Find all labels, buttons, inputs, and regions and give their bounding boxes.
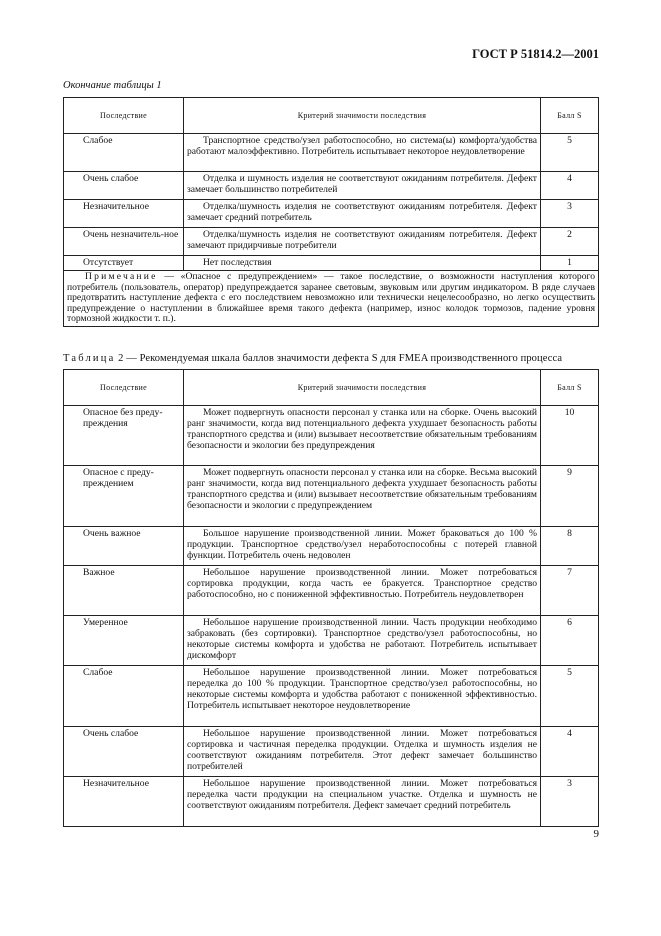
score-cell: 5 <box>541 134 599 172</box>
score-cell: 3 <box>541 200 599 228</box>
table2-header-criterion: Критерий значимости последствия <box>184 370 541 406</box>
score-cell: 10 <box>541 406 599 466</box>
table2-header-effect: Последствие <box>64 370 184 406</box>
effect-cell: Незначительное <box>83 201 149 212</box>
criterion-cell: Может подвергнуть опасности персонал у станка или на сборке. Весьма высокий ранг значимости, когда вид потенциального дефекта ухудшает безопасность работы транспортного средства и (или) вызывает несоответствие обязательным требованиям безопасности и экологии с предупреждением <box>187 467 537 511</box>
effect-cell: Очень важное <box>83 528 141 539</box>
table-row <box>64 727 599 777</box>
effect-cell: Слабое <box>83 135 113 146</box>
effect-cell: Слабое <box>83 667 113 678</box>
score-cell: 2 <box>541 228 599 256</box>
note-text: — «Опасное с предупреждением» — такое последствие, о возможности наступления которого потребитель (пользователь, оператор) предупреждается заранее световым, звуковым или другим индикатором. В ряде случаев предотвратить наступление дефекта с его последствием невозможно или технически нецелесообразно, но легко осуществить предупреждение о наступлении в ближайшее время такого дефекта (например, износ колодок тормозов, падение уровня тормозной жидкости т. п.). <box>67 271 595 325</box>
criterion-cell: Небольшое нарушение производственной линии. Может потребоваться переделка до 100 % продукции. Транспортное средство/узел работоспособны, но некоторые системы комфорта и удобства работают с пониженной эффективностью. Потребитель испытывает некоторое неудовлетворение <box>187 667 537 711</box>
table1-header-criterion: Критерий значимости последствия <box>184 98 541 134</box>
criterion-cell: Нет последствия <box>203 257 272 268</box>
table-row <box>64 256 599 271</box>
table1 <box>63 97 599 327</box>
table-row <box>64 566 599 616</box>
table-row <box>64 228 599 256</box>
table-row <box>64 200 599 228</box>
standard-header: ГОСТ Р 51814.2—2001 <box>472 47 599 61</box>
table1-note-row <box>64 271 599 327</box>
score-cell: 5 <box>541 666 599 727</box>
effect-cell: Опасное без преду-преждения <box>83 407 163 429</box>
note-lead: Примечание <box>85 271 158 282</box>
criterion-cell: Отделка/шумность изделия не соответствуют ожиданиям потребителя. Дефект замечают придирчивые потребители <box>187 229 537 251</box>
criterion-cell: Отделка и шумность изделия не соответствуют ожиданиям потребителя. Дефект замечает большинство потребителей <box>187 173 537 195</box>
table-row <box>64 666 599 727</box>
page-number: 9 <box>593 828 599 840</box>
criterion-cell: Большое нарушение производственной линии. Может браковаться до 100 % продукции. Транспортное средство/узел неработоспособны с потерей главной функции. Потребитель очень недоволен <box>187 528 537 561</box>
effect-cell: Очень слабое <box>83 728 139 739</box>
criterion-cell: Небольшое нарушение производственной линии. Часть продукции необходимо забраковать (без сортировки). Транспортное средство/узел работоспособны, но некоторые системы комфорта и удобства не работают. Потребитель испытывает дискомфорт <box>187 617 537 661</box>
criterion-cell: Транспортное средство/узел работоспособно, но система(ы) комфорта/удобства работают малоэффективно. Потребитель испытывает некоторое неудовлетворение <box>187 135 537 157</box>
effect-cell: Незначительное <box>83 778 149 789</box>
criterion-cell: Может подвергнуть опасности персонал у станка или на сборке. Очень высокий ранг значимости, когда вид потенциального дефекта ухудшает безопасность работы транспортного средства и (или) вызывает несоответствие обязательным требованиям безопасности и экологии без предупреждения <box>187 407 537 451</box>
score-cell: 1 <box>541 256 599 271</box>
effect-cell: Очень слабое <box>83 173 139 184</box>
score-cell: 4 <box>541 172 599 200</box>
table1-header-score: Балл S <box>541 98 599 134</box>
table2-header-score: Балл S <box>541 370 599 406</box>
table2 <box>63 369 599 827</box>
score-cell: 8 <box>541 527 599 566</box>
score-cell: 9 <box>541 466 599 527</box>
table1-header-effect: Последствие <box>64 98 184 134</box>
criterion-cell: Отделка/шумность изделия не соответствуют ожиданиям потребителя. Дефект замечает средний потребитель <box>187 201 537 223</box>
table-row <box>64 527 599 566</box>
effect-cell: Очень незначитель-ное <box>83 229 179 240</box>
table-row <box>64 172 599 200</box>
effect-cell: Отсутствует <box>83 257 134 268</box>
table-row <box>64 616 599 666</box>
criterion-cell: Небольшое нарушение производственной линии. Может потребоваться переделка части продукции на специальном участке. Отделка и шумность не соответствуют ожиданиям потребителя. Дефект замечает средний потребитель <box>187 778 537 811</box>
effect-cell: Опасное с преду-преждением <box>83 467 154 489</box>
table2-caption-lead: Таблица <box>63 353 116 364</box>
effect-cell: Важное <box>83 567 115 578</box>
score-cell: 4 <box>541 727 599 777</box>
table1-caption: Окончание таблицы 1 <box>63 80 162 91</box>
criterion-cell: Небольшое нарушение производственной линии. Может потребоваться сортировка продукции, когда часть ее бракуется. Транспортное средство работоспособно, но с пониженной эффективностью. Потребитель неудовлетворен <box>187 567 537 600</box>
table-row <box>64 134 599 172</box>
table-row <box>64 466 599 527</box>
table-row <box>64 777 599 827</box>
score-cell: 6 <box>541 616 599 666</box>
score-cell: 3 <box>541 777 599 827</box>
table2-caption <box>63 353 562 364</box>
table2-caption-text: 2 — Рекомендуемая шкала баллов значимости дефекта S для FMEA производственного процесса <box>118 353 563 364</box>
criterion-cell: Небольшое нарушение производственной линии. Может потребоваться сортировка и частичная переделка продукции. Отделка и шумность изделия не соответствуют ожиданиям потребителя. Этот дефект замечает большинство потребителей <box>187 728 537 772</box>
table-row <box>64 406 599 466</box>
effect-cell: Умеренное <box>83 617 128 628</box>
score-cell: 7 <box>541 566 599 616</box>
